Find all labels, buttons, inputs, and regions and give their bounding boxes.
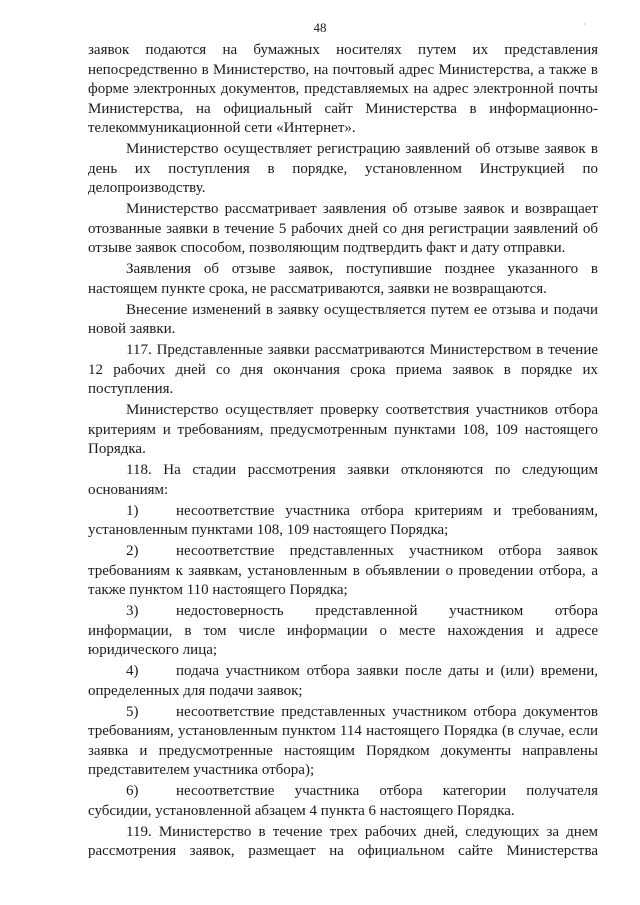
list-item	[88, 502, 598, 541]
list-item-text: несоответствие участника отбора категории получателя субсидии, установленной абзацем 4 пункта 6 настоящего Порядка.	[88, 783, 598, 819]
list-item-number: 5)	[126, 703, 139, 720]
paragraph-registration: Министерство осуществляет регистрацию заявлений об отзыве заявок в день их поступления в порядке, установленном Инструкцией по делопроизводству.	[88, 141, 598, 196]
list-item	[88, 602, 598, 661]
list-item	[88, 662, 598, 701]
list-item-number: 4)	[126, 663, 139, 679]
paragraph-return: Министерство рассматривает заявления об отзыве заявок и возвращает отозванные заявки в течение 5 рабочих дней со дня регистрации заявлений об отзыве заявок способом, позволяющим подтвердить факт и дату отправки.	[88, 201, 598, 256]
corner-mark: ·	[583, 20, 586, 29]
paragraph-late: Заявления об отзыве заявок, поступившие позднее указанного в настоящем пункте срока, не рассматриваются, заявки не возвращаются.	[88, 261, 598, 297]
list-item-text: несоответствие участника отбора критериям и требованиям, установленным пунктами 108, 109 настоящего Порядка;	[88, 502, 598, 538]
list-item-number: 3)	[126, 603, 139, 619]
paragraph-119: 119. Министерство в течение трех рабочих дней, следующих за днем рассмотрения заявок, размещает на официальном сайте Министерства	[88, 823, 598, 859]
list-item	[88, 782, 598, 821]
paragraph-changes: Внесение изменений в заявку осуществляется путем ее отзыва и подачи новой заявки.	[88, 301, 598, 337]
paragraph-verification: Министерство осуществляет проверку соответствия участников отбора критериям и требованиям, предусмотренным пунктами 108, 109 настоящего Порядка.	[88, 402, 598, 457]
list-item	[88, 542, 598, 601]
list-item-text: недостоверность представленной участником отбора информации, в том числе информации о месте нахождения и адресе юридического лица;	[88, 603, 598, 658]
list-item-number: 2)	[126, 543, 139, 559]
list-item-text: подача участником отбора заявки после даты и (или) времени, определенных для подачи заявок;	[88, 663, 598, 699]
list-item-text: несоответствие представленных участником отбора заявок требованиям к заявкам, установленным в объявлении о проведении отбора, а также пунктом 110 настоящего Порядка;	[88, 543, 598, 598]
paragraph-118: 118. На стадии рассмотрения заявки отклоняются по следующим основаниям:	[88, 462, 598, 498]
list-item-text: несоответствие представленных участником отбора документов требованиям, установленным пунктом 114 настоящего Порядка (в случае, если заявка и предусмотренные настоящим Порядком документы направлены представителем участника отбора);	[88, 703, 598, 778]
paragraph-continuation: заявок подаются на бумажных носителях путем их представления непосредственно в Министерство, на почтовый адрес Министерства, а также в форме электронных документов, представляемых на адрес электронной почты Министерства, на официальный сайт Министерства в информационно-телекоммуникационной сети «Интернет».	[88, 42, 598, 136]
page-number: 48	[313, 20, 327, 35]
paragraph-117: 117. Представленные заявки рассматриваются Министерством в течение 12 рабочих дней со дня окончания срока приема заявок в порядке их поступления.	[88, 342, 598, 397]
list-item-number: 1)	[126, 502, 139, 519]
list-item-number: 6)	[126, 783, 139, 799]
list-item	[88, 703, 598, 781]
body-text	[88, 41, 598, 862]
